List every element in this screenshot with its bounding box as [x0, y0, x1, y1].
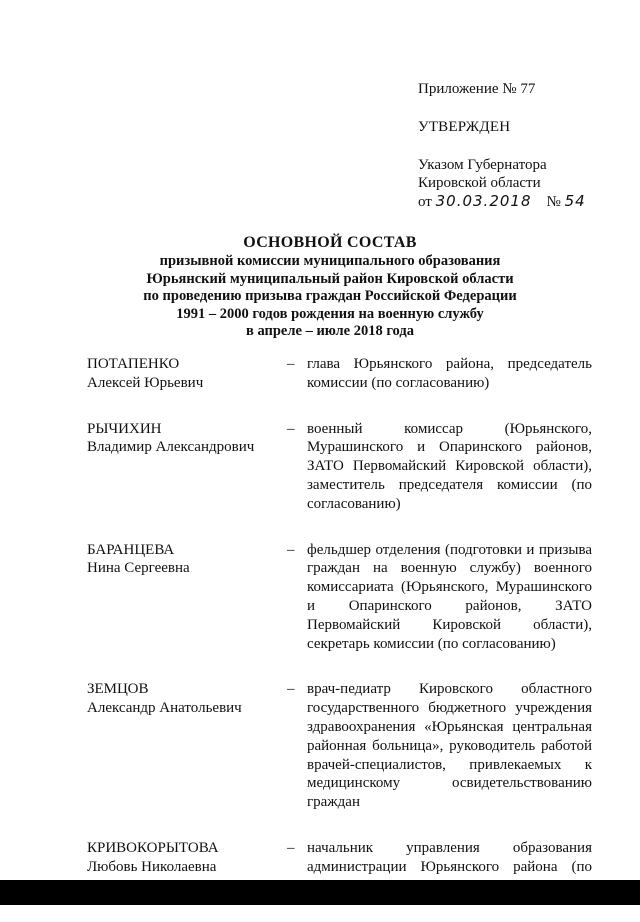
title-line-5: в апреле – июле 2018 года	[246, 323, 414, 339]
number-prefix: №	[546, 194, 561, 210]
member-given-name: Алексей Юрьевич	[87, 374, 204, 391]
approved-label: УТВЕРЖДЕН	[418, 119, 511, 135]
dash-separator: –	[287, 420, 295, 437]
document-title-block	[60, 233, 600, 341]
decree-date-line	[418, 192, 618, 211]
member-role: глава Юрьянского района, председатель комиссии (по согласованию)	[307, 356, 592, 391]
member-surname: БАРАНЦЕВА	[87, 541, 175, 558]
dash-separator: –	[287, 681, 295, 698]
decree-line-2: Кировской области	[418, 175, 541, 191]
member-name	[87, 680, 287, 812]
handwritten-date: 30.03.2018	[435, 192, 532, 210]
date-prefix: от	[418, 194, 432, 210]
member-given-name: Владимир Александрович	[87, 439, 255, 456]
member-role: военный комиссар (Юрьянского, Мурашинского и Опаринского районов, ЗАТО Первомайский Кировской области), заместитель председателя комиссии (по согласованию)	[307, 420, 592, 512]
member-name	[87, 541, 287, 654]
approval-block	[418, 80, 618, 211]
member-given-name: Нина Сергеевна	[87, 560, 190, 577]
title-line-2: Юрьянский муниципальный район Кировской области	[146, 270, 514, 287]
title-line-1: призывной комиссии муниципального образования	[159, 253, 501, 269]
spacer	[418, 136, 618, 156]
list-item	[87, 680, 592, 812]
member-given-name: Александр Анатольевич	[87, 700, 242, 717]
title-line-3: по проведению призыва граждан Российской Федерации	[143, 288, 517, 304]
scan-bottom-border	[0, 880, 640, 905]
member-name	[87, 355, 287, 393]
handwritten-number: 54	[564, 192, 586, 210]
appendix-number: Приложение № 77	[418, 81, 536, 97]
member-name	[87, 420, 287, 514]
dash-separator: –	[287, 839, 295, 856]
document-title: ОСНОВНОЙ СОСТАВ	[243, 234, 417, 251]
member-surname: ПОТАПЕНКО	[87, 356, 180, 372]
list-item	[87, 541, 592, 654]
member-surname: ЗЕМЦОВ	[87, 681, 149, 698]
member-surname: КРИВОКОРЫТОВА	[87, 839, 219, 856]
member-role: начальник управления образования администрации Юрьянского района (по	[307, 839, 592, 875]
title-line-4: 1991 – 2000 годов рождения на военную службу	[176, 305, 484, 322]
spacer	[418, 98, 618, 118]
members-list	[87, 355, 592, 922]
member-surname: РЫЧИХИН	[87, 420, 162, 437]
list-item	[87, 355, 592, 393]
list-item	[87, 420, 592, 514]
member-given-name: Любовь Николаевна	[87, 858, 217, 875]
member-role: врач-педиатр Кировского областного государственного бюджетного учреждения здравоохранения «Юрьянская центральная районная больница», руководитель работой врачей-специалистов, привлекаемых к медицинскому освидетельствованию граждан	[307, 681, 592, 811]
dash-separator: –	[287, 541, 295, 558]
dash-separator: –	[287, 356, 295, 372]
member-role: фельдшер отделения (подготовки и призыва граждан на военную службу) военного комиссариата (Юрьянского, Мурашинского и Опаринского районов, ЗАТО Первомайский Кировской области), секретарь комиссии (по согласованию)	[307, 541, 592, 652]
decree-line-1: Указом Губернатора	[418, 157, 547, 173]
